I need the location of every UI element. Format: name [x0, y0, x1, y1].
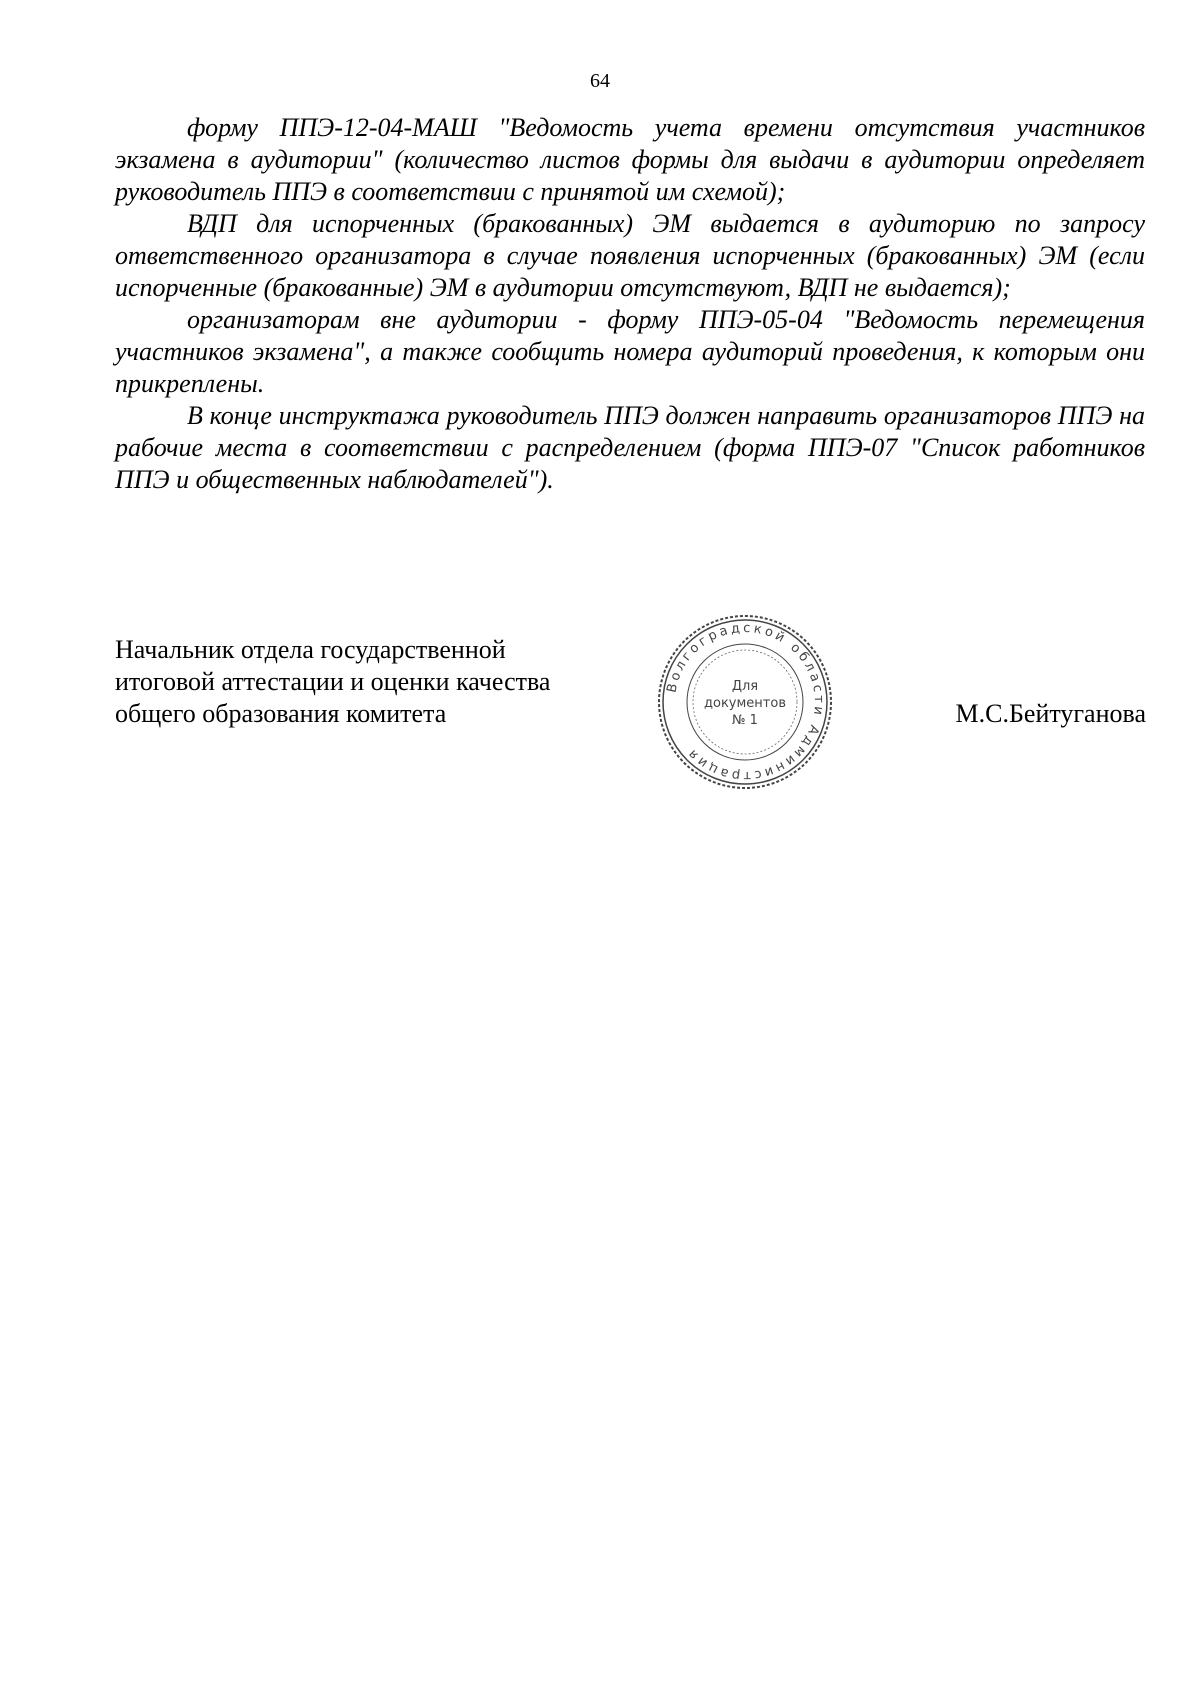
signature-title-line: итоговой аттестации и оценки качества [115, 667, 551, 696]
body-text [115, 112, 1145, 496]
signature-title [115, 634, 715, 730]
stamp-inner-line: документов [704, 696, 786, 711]
stamp-seal-icon [655, 612, 835, 792]
stamp-inner-line: Для [731, 679, 759, 694]
paragraph-briefing-end: В конце инструктажа руководитель ППЭ должен направить организаторов ППЭ на рабочие места в соответствии с распределением (форма ППЭ-07 "Список работников ППЭ и общественных наблюдателей"). [115, 401, 1145, 494]
stamp-outer-text: Волгоградской области Администрация [664, 620, 827, 784]
page-number: 64 [590, 70, 610, 92]
paragraph-form-ppe-12-04: форму ППЭ-12-04-МАШ "Ведомость учета времени отсутствия участников экзамена в аудитории" (количество листов формы для выдачи в аудитории определяет руководитель ППЭ в соответствии с принятой им схемой); [115, 113, 1145, 206]
official-stamp [655, 612, 835, 792]
signer-name: М.С.Бейтуганова [955, 699, 1146, 728]
stamp-inner-line: № 1 [732, 713, 758, 728]
paragraph-vdp: ВДП для испорченных (бракованных) ЭМ выдается в аудиторию по запросу ответственного организатора в случае появления испорченных (бракованных) ЭМ (если испорченные (бракованные) ЭМ в аудитории отсутствуют, ВДП не выдается); [115, 209, 1145, 302]
signature-title-line: общего образования комитета [115, 699, 447, 728]
paragraph-organizers-outside: организаторам вне аудитории - форму ППЭ-05-04 "Ведомость перемещения участников экзамена", а также сообщить номера аудиторий проведения, к которым они прикреплены. [115, 305, 1145, 398]
signature-title-line: Начальник отдела государственной [115, 635, 506, 664]
